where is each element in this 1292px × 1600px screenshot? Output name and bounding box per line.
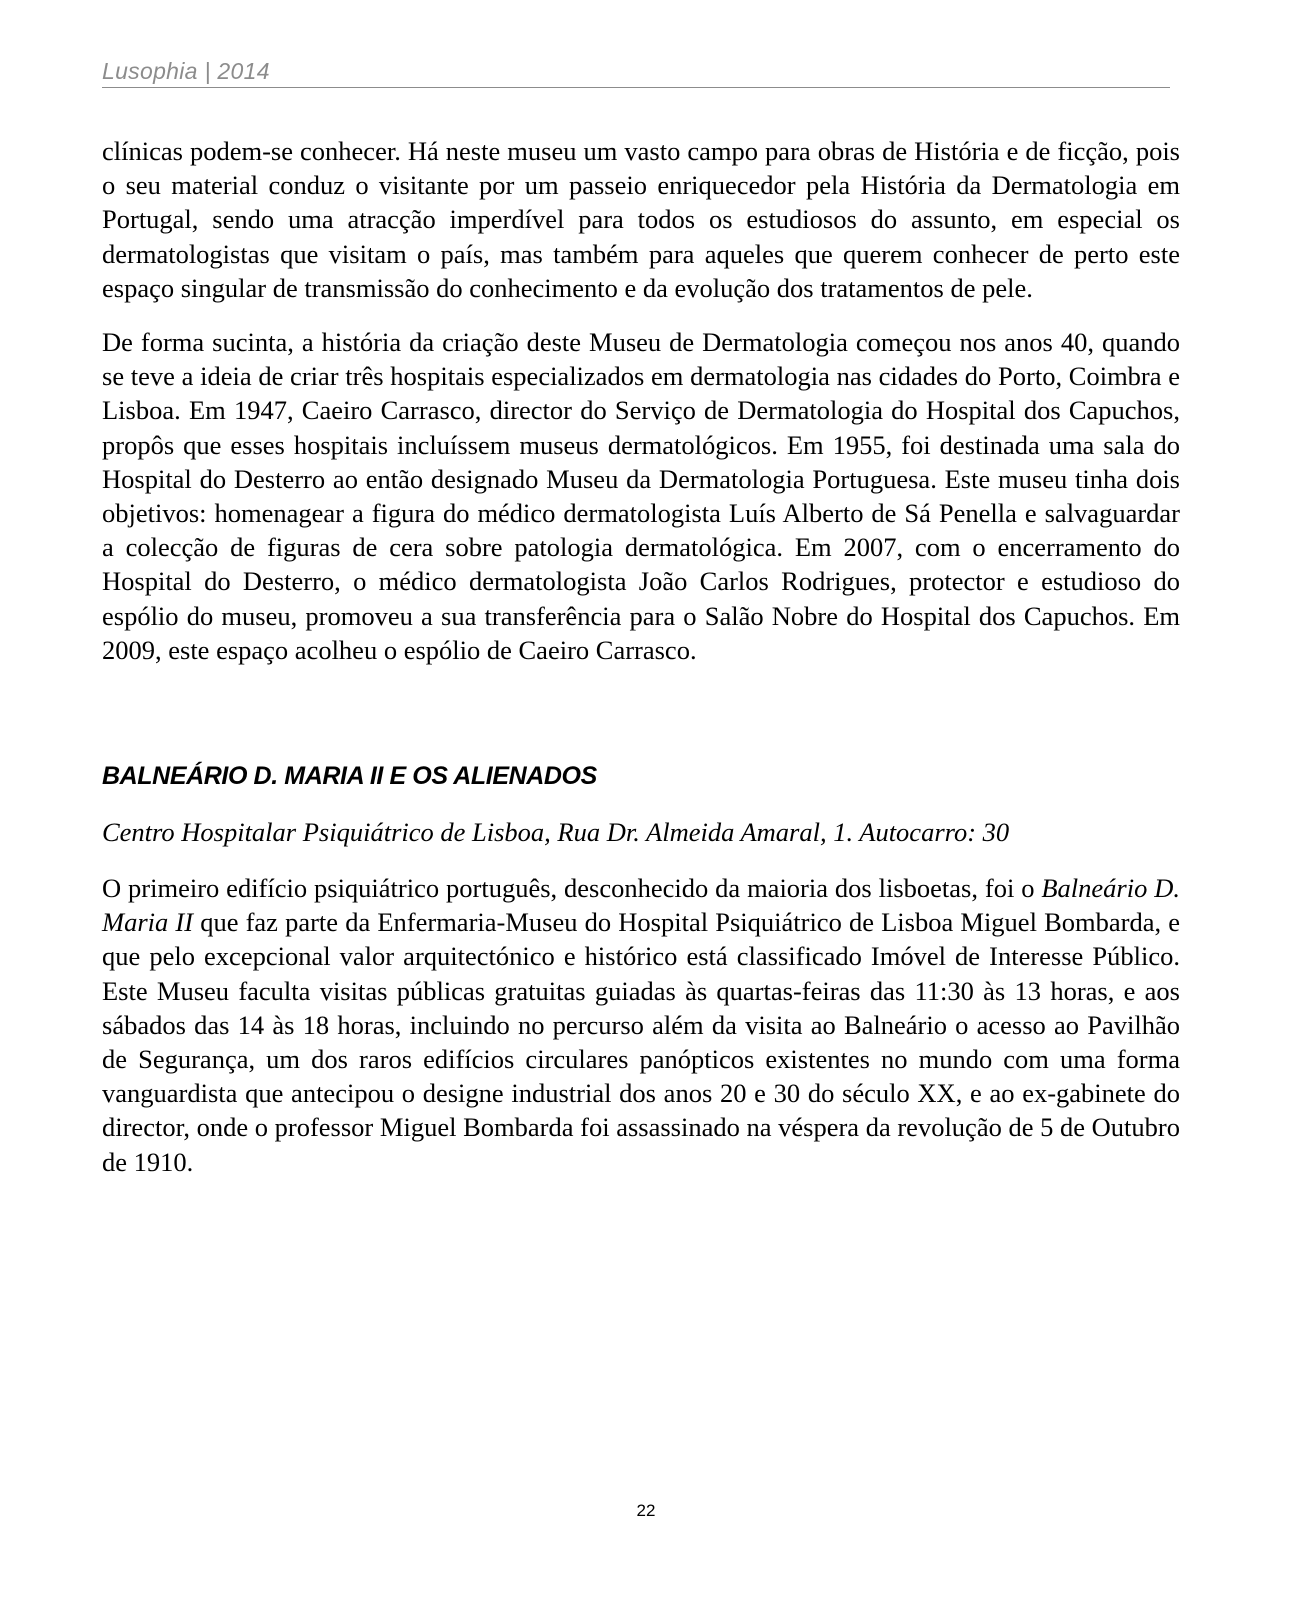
running-header [102,56,1170,88]
page-number: 22 [636,1501,656,1520]
section-body-paragraph [102,871,1180,1179]
page-body [102,134,1180,1199]
section-spacer [102,687,1180,759]
section-body-italic: Balneário D. Maria II [102,873,1181,938]
section-address: Centro Hospitalar Psiquiátrico de Lisboa, Rua Dr. Almeida Amaral, 1. Autocarro: 30 [102,817,1010,848]
section-title: BALNEÁRIO D. MARIA II E OS ALIENADOS [102,762,597,791]
section-body-rest: que faz parte da Enfermaria-Museu do Hospital Psiquiátrico de Lisboa Miguel Bombarda, e que pelo excepcional valor arquitectónico e histórico está classificado Imóvel de Interesse Público. Este Museu faculta visitas públicas gratuitas guiadas às quartas-feiras das 11:30 às 13 horas, e aos sábados das 14 às 18 horas, incluindo no percurso além da visita ao Balneário o acesso ao Pavilhão de Segurança, um dos raros edifícios circulares panópticos existentes no mundo com uma forma vanguardista que antecipou o designe industrial dos anos 20 e 30 do século XX, e ao ex-gabinete do director, onde o professor Miguel Bombarda foi assassinado na véspera da revolução de 5 de Outubro de 1910. [102,907,1180,1177]
running-header-title: Lusophia | 2014 [102,58,270,84]
body-paragraph-2: De forma sucinta, a história da criação deste Museu de Dermatologia começou nos anos 40, quando se teve a ideia de criar três hospitais especializados em dermatologia nas cidades do Porto, Coimbra e Lisboa. Em 1947, Caeiro Carrasco, director do Serviço de Dermatologia do Hospital dos Capuchos, propôs que esses hospitais incluíssem museus dermatológicos. Em 1955, foi destinada uma sala do Hospital do Desterro ao então designado Museu da Dermatologia Portuguesa. Este museu tinha dois objetivos: homenagear a figura do médico dermatologista Luís Alberto de Sá Penella e salvaguardar a colecção de figuras de cera sobre patologia dermatológica. Em 2007, com o encerramento do Hospital do Desterro, o médico dermatologista João Carlos Rodrigues, protector e estudioso do espólio do museu, promoveu a sua transferência para o Salão Nobre do Hospital dos Capuchos. Em 2009, este espaço acolheu o espólio de Caeiro Carrasco. [102,327,1180,665]
body-paragraph-1: clínicas podem-se conhecer. Há neste museu um vasto campo para obras de História e de ficção, pois o seu material conduz o visitante por um passeio enriquecedor pela História da Dermatologia em Portugal, sendo uma atracção imperdível para todos os estudiosos do assunto, em especial os dermatologistas que visitam o país, mas também para aqueles que querem conhecer de perto este espaço singular de transmissão do conhecimento e da evolução dos tratamentos de pele. [102,136,1180,303]
section-body-lead: O primeiro edifício psiquiátrico português, desconhecido da maioria dos lisboetas, foi o [102,873,1042,904]
